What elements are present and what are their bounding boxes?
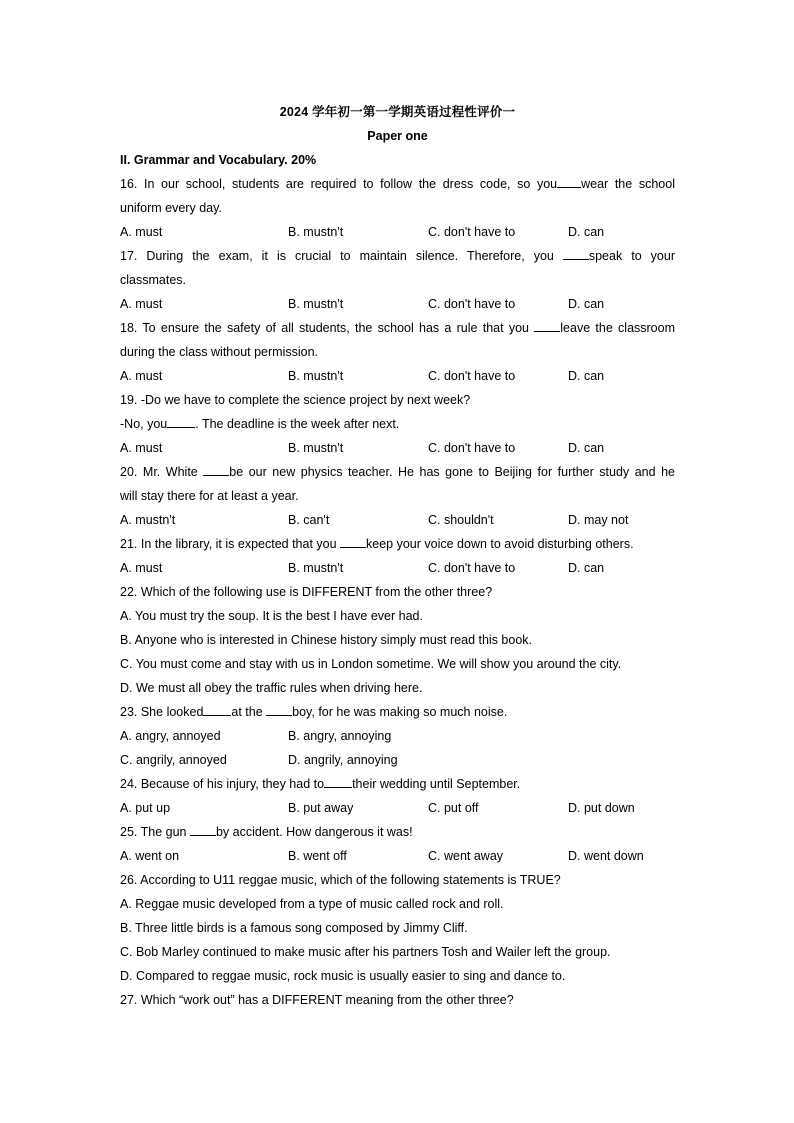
option-d: D. can xyxy=(568,369,605,383)
page-title: 2024 学年初一第一学期英语过程性评价一 xyxy=(279,105,516,119)
question-16-options xyxy=(120,220,675,244)
answer-blank xyxy=(203,464,229,476)
option-a: A. angry, annoyed xyxy=(120,729,221,743)
option-b: B. mustn't xyxy=(288,225,344,239)
option-b: B. can't xyxy=(288,513,330,527)
option-d: D. can xyxy=(568,297,605,311)
option-d: D. went down xyxy=(568,849,644,863)
option-b: B. put away xyxy=(288,801,354,815)
question-17-options xyxy=(120,292,675,316)
option-c: C. You must come and stay with us in London sometime. We will show you around the city. xyxy=(120,657,622,671)
option-a: A. must xyxy=(120,369,163,383)
answer-blank xyxy=(563,248,589,260)
question-17-cont: classmates. xyxy=(120,273,186,287)
option-d: D. can xyxy=(568,225,605,239)
question-20-options xyxy=(120,508,675,532)
question-25-options xyxy=(120,844,675,868)
option-a: A. must xyxy=(120,441,163,455)
question-20: 20. Mr. White be our new physics teacher. He has gone to Beijing for further study and he xyxy=(120,465,675,479)
option-b: B. Anyone who is interested in Chinese history simply must read this book. xyxy=(120,633,533,647)
question-24: 24. Because of his injury, they had to their wedding until September. xyxy=(120,777,521,791)
answer-blank xyxy=(266,704,292,716)
answer-blank xyxy=(340,536,366,548)
option-c: C. don't have to xyxy=(428,225,516,239)
question-20-cont: will stay there for at least a year. xyxy=(120,489,299,503)
option-d: D. Compared to reggae music, rock music is usually easier to sing and dance to. xyxy=(120,969,566,983)
option-d: D. We must all obey the traffic rules when driving here. xyxy=(120,681,423,695)
question-18: 18. To ensure the safety of all students, the school has a rule that you leave the classroom xyxy=(120,321,675,335)
question-19-options xyxy=(120,436,675,460)
option-d: D. can xyxy=(568,561,605,575)
question-21-options xyxy=(120,556,675,580)
option-d: D. can xyxy=(568,441,605,455)
option-b: B. mustn't xyxy=(288,561,344,575)
question-25: 25. The gun by accident. How dangerous it was! xyxy=(120,825,413,839)
option-a: A. mustn't xyxy=(120,513,176,527)
answer-blank xyxy=(324,776,352,788)
section-heading: II. Grammar and Vocabulary. 20% xyxy=(120,153,317,167)
answer-blank xyxy=(557,176,581,188)
option-c: C. shouldn't xyxy=(428,513,494,527)
question-27: 27. Which “work out” has a DIFFERENT meaning from the other three? xyxy=(120,993,514,1007)
option-b: B. Three little birds is a famous song composed by Jimmy Cliff. xyxy=(120,921,468,935)
question-23-options-row2 xyxy=(120,748,675,772)
option-d: D. may not xyxy=(568,513,629,527)
question-16: 16. In our school, students are required to follow the dress code, so you wear the school xyxy=(120,177,675,191)
option-c: C. don't have to xyxy=(428,561,516,575)
option-a: A. went on xyxy=(120,849,180,863)
option-c: C. don't have to xyxy=(428,297,516,311)
question-21: 21. In the library, it is expected that you keep your voice down to avoid disturbing others. xyxy=(120,537,634,551)
question-22: 22. Which of the following use is DIFFERENT from the other three? xyxy=(120,585,493,599)
option-a: A. put up xyxy=(120,801,171,815)
option-d: D. angrily, annoying xyxy=(288,753,398,767)
question-26: 26. According to U11 reggae music, which of the following statements is TRUE? xyxy=(120,873,561,887)
exam-page xyxy=(120,100,675,1012)
option-b: B. mustn't xyxy=(288,369,344,383)
option-c: C. put off xyxy=(428,801,479,815)
option-a: A. must xyxy=(120,561,163,575)
question-23-options-row1 xyxy=(120,724,675,748)
option-b: B. mustn't xyxy=(288,297,344,311)
option-a: A. Reggae music developed from a type of music called rock and roll. xyxy=(120,897,504,911)
paper-subtitle: Paper one xyxy=(367,129,428,143)
option-c: C. angrily, annoyed xyxy=(120,753,227,767)
option-c: C. Bob Marley continued to make music after his partners Tosh and Wailer left the group. xyxy=(120,945,611,959)
question-23: 23. She looked at the boy, for he was making so much noise. xyxy=(120,705,508,719)
option-c: C. don't have to xyxy=(428,441,516,455)
question-16-cont: uniform every day. xyxy=(120,201,222,215)
option-d: D. put down xyxy=(568,801,635,815)
question-19-cont: -No, you . The deadline is the week after next. xyxy=(120,417,400,431)
option-a: A. must xyxy=(120,225,163,239)
option-a: A. must xyxy=(120,297,163,311)
question-18-options xyxy=(120,364,675,388)
option-b: B. went off xyxy=(288,849,347,863)
answer-blank xyxy=(203,704,231,716)
option-c: C. don't have to xyxy=(428,369,516,383)
question-19: 19. -Do we have to complete the science project by next week? xyxy=(120,393,471,407)
answer-blank xyxy=(534,320,560,332)
option-b: B. mustn't xyxy=(288,441,344,455)
question-18-cont: during the class without permission. xyxy=(120,345,319,359)
answer-blank xyxy=(167,416,195,428)
question-17: 17. During the exam, it is crucial to maintain silence. Therefore, you speak to your xyxy=(120,249,675,263)
answer-blank xyxy=(190,824,216,836)
option-a: A. You must try the soup. It is the best I have ever had. xyxy=(120,609,423,623)
option-b: B. angry, annoying xyxy=(288,729,392,743)
option-c: C. went away xyxy=(428,849,504,863)
question-24-options xyxy=(120,796,675,820)
